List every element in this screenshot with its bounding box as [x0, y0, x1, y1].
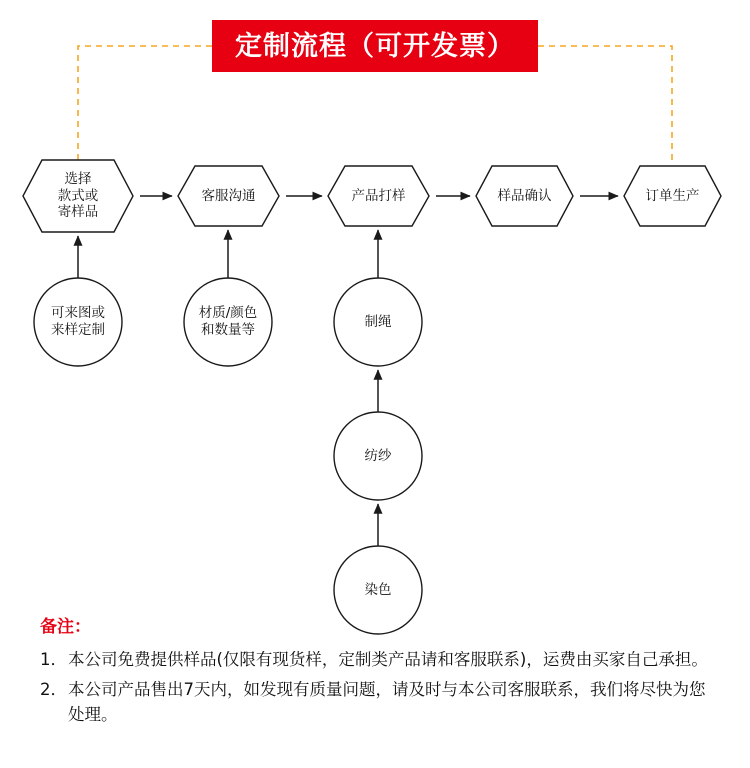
step-node-2: 客服沟通 [201, 187, 256, 204]
title-text: 定制流程（可开发票） [235, 30, 515, 62]
title-banner [212, 20, 538, 72]
notes-section [40, 612, 720, 732]
sub-node-3: 制绳 [364, 313, 392, 330]
note-text: 本公司免费提供样品(仅限有现货样，定制类产品请和客服联系)，运费由买家自己承担。 [68, 650, 708, 669]
sub-node-4: 纺纱 [364, 447, 392, 464]
circle-shapes [34, 278, 422, 634]
step-node-5: 订单生产 [645, 187, 700, 204]
sub-node-1: 可来图或 来样定制 [51, 305, 105, 338]
flow-arrows [78, 196, 618, 546]
note-number: 1． [40, 650, 67, 669]
sub-node-2: 材质/颜色 和数量等 [198, 305, 258, 338]
step-node-3: 产品打样 [351, 187, 406, 204]
sub-node-5: 染色 [364, 581, 392, 598]
note-text: 本公司产品售出7天内，如发现有质量问题，请及时与本公司客服联系，我们将尽快为您处理。 [68, 679, 706, 725]
step-node-1: 选择 款式或 寄样品 [57, 170, 99, 221]
step-node-4: 样品确认 [497, 187, 552, 204]
note-number: 2． [40, 679, 67, 699]
note-item [40, 677, 720, 728]
note-item [40, 647, 720, 673]
notes-heading: 备注： [40, 617, 91, 637]
